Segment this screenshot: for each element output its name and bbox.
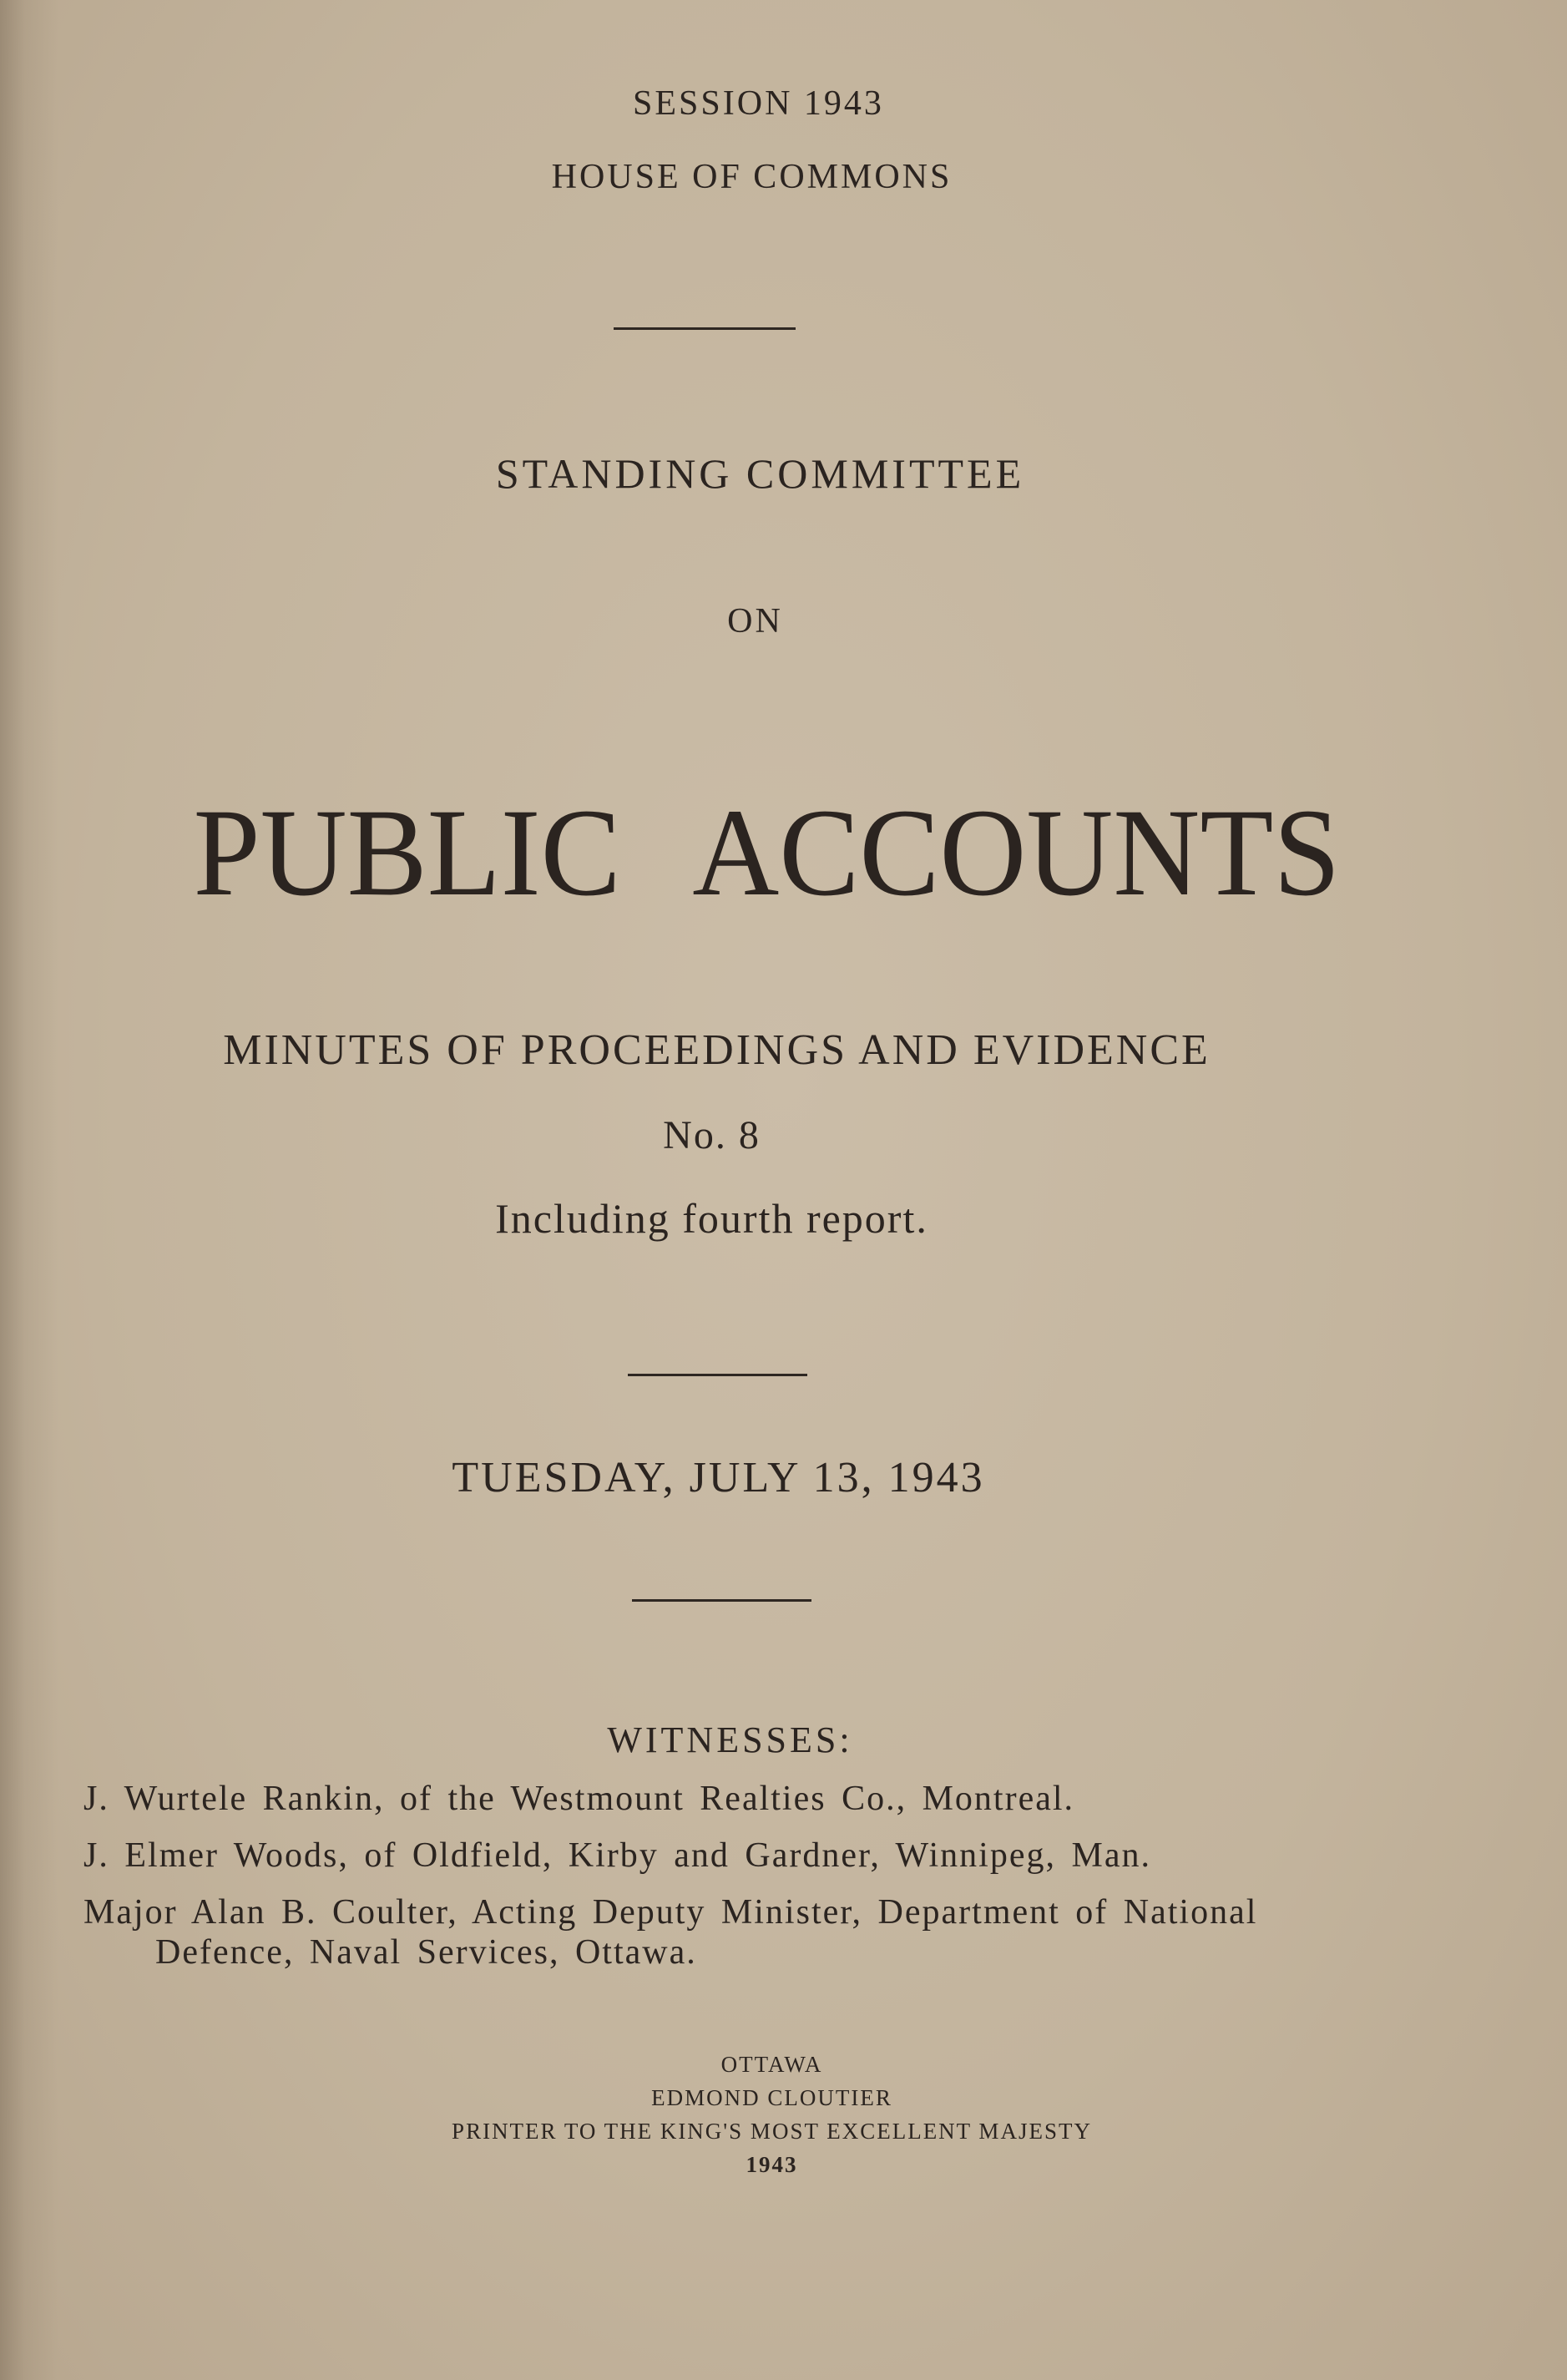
imprint-printer: EDMOND CLOUTIER — [651, 2085, 892, 2110]
witnesses-list — [83, 1779, 1386, 1989]
report-note: Including fourth report. — [495, 1195, 928, 1242]
committee-on: ON — [727, 602, 783, 641]
meeting-date: TUESDAY, JULY 13, 1943 — [452, 1454, 985, 1501]
imprint-city: OTTAWA — [720, 2052, 823, 2077]
witness-item: J. Wurtele Rankin, of the Westmount Realties Co., Montreal. — [83, 1780, 1075, 1818]
witnesses-heading: WITNESSES: — [607, 1719, 853, 1760]
issue-number: No. 8 — [663, 1113, 761, 1157]
proceedings-title: MINUTES OF PROCEEDINGS AND EVIDENCE — [223, 1026, 1211, 1074]
house-label: HOUSE OF COMMONS — [551, 158, 953, 196]
committee-standing: STANDING COMMITTEE — [495, 450, 1025, 497]
divider-rule — [628, 1374, 807, 1376]
imprint-year: 1943 — [746, 2152, 798, 2177]
witness-item: J. Elmer Woods, of Oldfield, Kirby and Gardner, Winnipeg, Man. — [83, 1836, 1151, 1875]
divider-rule — [614, 327, 796, 330]
session-label: SESSION 1943 — [633, 84, 884, 123]
document-title: PUBLIC ACCOUNTS — [193, 783, 1341, 922]
imprint-title: PRINTER TO THE KING'S MOST EXCELLENT MAJESTY — [452, 2119, 1092, 2144]
witness-item: Major Alan B. Coulter, Acting Deputy Minister, Department of National Defence, Naval Services, Ottawa. — [83, 1893, 1258, 1972]
divider-rule — [632, 1599, 811, 1602]
